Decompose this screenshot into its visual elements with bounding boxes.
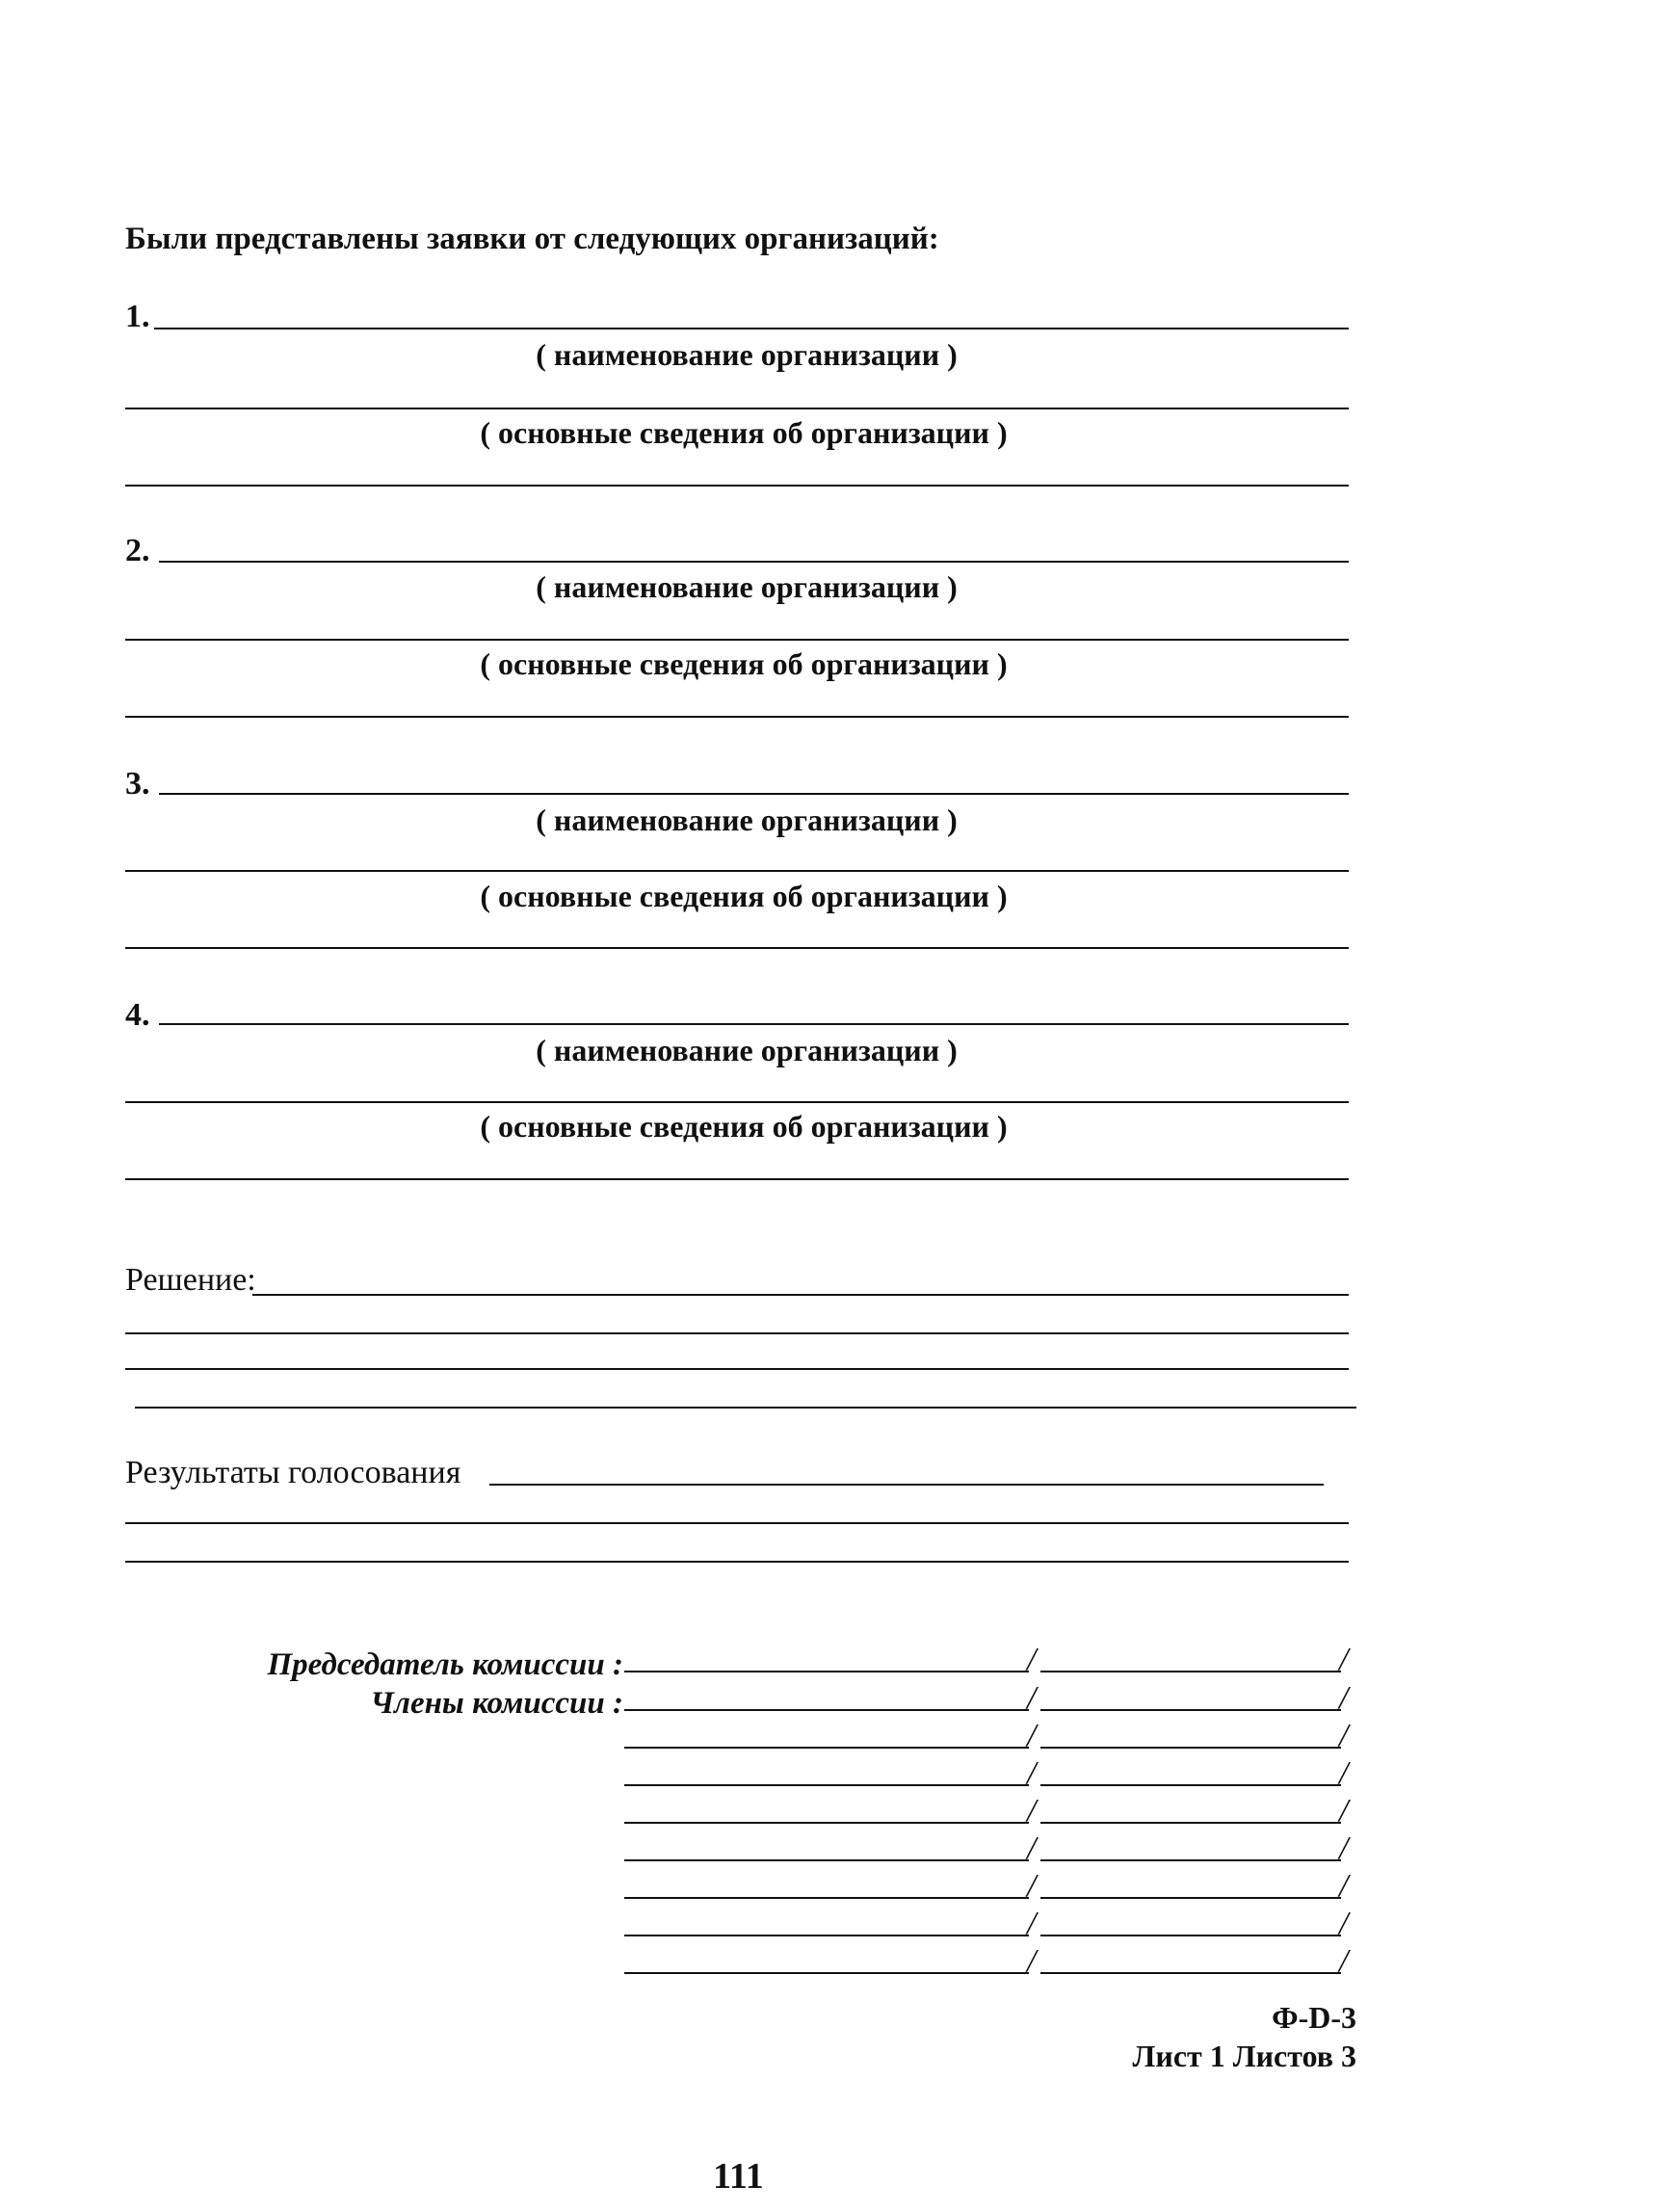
org-info-field-4a[interactable] [125,1101,1349,1103]
org-name-field-2[interactable] [159,561,1349,563]
member-4-end-separator: / [1339,1793,1349,1829]
member-2-end-separator: / [1339,1718,1349,1753]
org-name-field-1[interactable] [154,328,1349,329]
member-6-name-field[interactable] [1040,1897,1341,1899]
member-7-end-separator: / [1339,1906,1349,1941]
org-name-field-4[interactable] [159,1023,1349,1025]
org-name-caption-1: ( наименование организации ) [536,337,958,372]
org-number-1: 1. [125,299,150,334]
org-name-caption-3: ( наименование организации ) [536,803,958,837]
member-7-separator: / [1027,1906,1037,1941]
voting-field-3[interactable] [125,1561,1349,1563]
member-8-end-separator: / [1339,1943,1349,1979]
member-4-name-field[interactable] [1040,1822,1341,1824]
org-number-4: 4. [125,997,150,1033]
member-2-signature-field[interactable] [624,1747,1029,1749]
voting-label: Результаты голосования [125,1455,461,1490]
member-2-name-field[interactable] [1040,1747,1341,1749]
org-name-field-3[interactable] [159,793,1349,795]
org-number-2: 2. [125,533,150,568]
member-8-separator: / [1027,1943,1037,1979]
decision-field-3[interactable] [125,1368,1349,1370]
member-5-name-field[interactable] [1040,1859,1341,1861]
member-3-separator: / [1027,1755,1037,1791]
org-info-field-3b[interactable] [125,947,1349,949]
member-8-signature-field[interactable] [624,1972,1029,1974]
member-5-end-separator: / [1339,1830,1349,1866]
member-2-separator: / [1027,1718,1037,1753]
member-4-signature-field[interactable] [624,1822,1029,1824]
org-info-caption-2: ( основные сведения об организации ) [480,646,1008,681]
member-1-end-separator: / [1339,1680,1349,1716]
intro-text: Были представлены заявки от следующих организаций: [125,222,939,256]
org-info-field-2b[interactable] [125,716,1349,718]
member-6-end-separator: / [1339,1868,1349,1904]
member-8-name-field[interactable] [1040,1972,1341,1974]
chairman-signature-field[interactable] [624,1671,1029,1672]
voting-field-2[interactable] [125,1522,1349,1524]
member-7-name-field[interactable] [1040,1935,1341,1936]
org-info-caption-3: ( основные сведения об организации ) [480,879,1008,913]
form-code: Ф-D-3 [1272,2000,1356,2035]
org-info-caption-1: ( основные сведения об организации ) [480,415,1008,450]
sheet-info: Лист 1 Листов 3 [1132,2039,1356,2073]
member-3-name-field[interactable] [1040,1784,1341,1786]
org-info-field-1b[interactable] [125,485,1349,487]
chairman-name-field[interactable] [1040,1671,1341,1672]
org-info-field-1a[interactable] [125,408,1349,409]
member-5-separator: / [1027,1830,1037,1866]
member-6-separator: / [1027,1868,1037,1904]
decision-field-2[interactable] [125,1332,1349,1334]
decision-label: Решение: [125,1262,256,1298]
member-7-signature-field[interactable] [624,1935,1029,1936]
chairman-separator: / [1027,1642,1037,1677]
member-6-signature-field[interactable] [624,1897,1029,1899]
org-info-field-3a[interactable] [125,870,1349,872]
org-name-caption-4: ( наименование организации ) [536,1033,958,1067]
members-label: Члены комиссии : [370,1686,623,1721]
member-4-separator: / [1027,1793,1037,1829]
decision-field-4[interactable] [135,1407,1356,1409]
org-name-caption-2: ( наименование организации ) [536,569,958,604]
member-1-separator: / [1027,1680,1037,1716]
member-3-end-separator: / [1339,1755,1349,1791]
chairman-label: Председатель комиссии : [267,1647,623,1682]
org-number-3: 3. [125,766,150,802]
chairman-end-separator: / [1339,1642,1349,1677]
org-info-field-4b[interactable] [125,1178,1349,1180]
member-1-name-field[interactable] [1040,1709,1341,1711]
member-1-signature-field[interactable] [624,1709,1029,1711]
member-3-signature-field[interactable] [624,1784,1029,1786]
page-number: 111 [713,2156,764,2197]
member-5-signature-field[interactable] [624,1859,1029,1861]
decision-field-1[interactable] [252,1294,1349,1296]
org-info-field-2a[interactable] [125,639,1349,641]
voting-field-1[interactable] [489,1484,1324,1486]
org-info-caption-4: ( основные сведения об организации ) [480,1109,1008,1144]
